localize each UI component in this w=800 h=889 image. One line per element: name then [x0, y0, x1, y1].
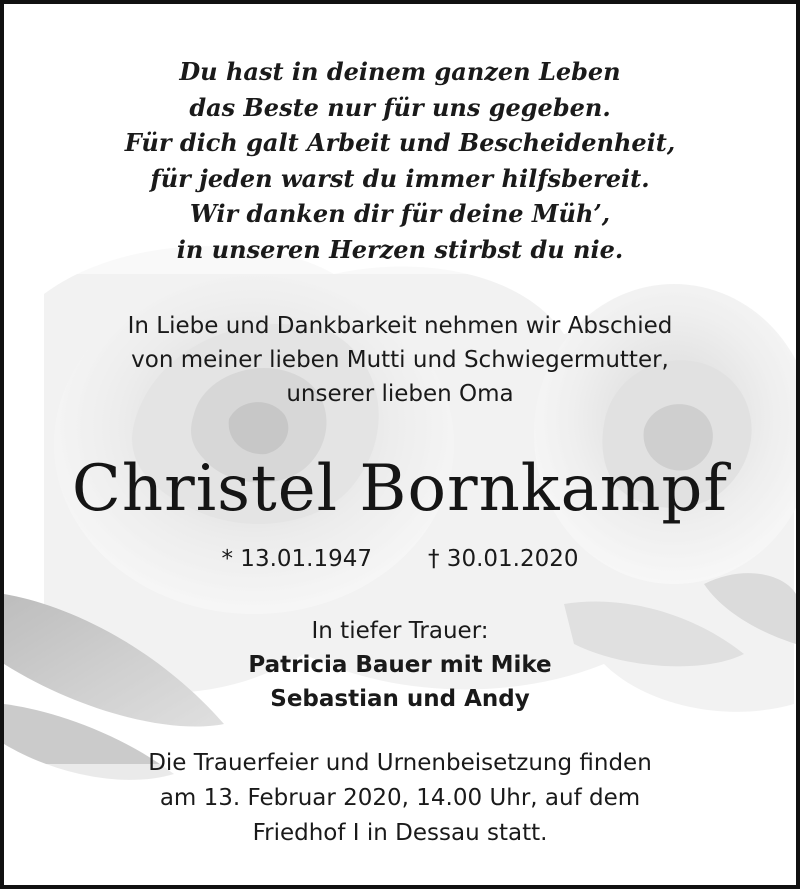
mourning-heading: In tiefer Trauer:	[311, 618, 489, 644]
birth-date: * 13.01.1947	[221, 546, 372, 572]
death-date: † 30.01.2020	[428, 546, 579, 572]
intro-line: von meiner lieben Mutti und Schwiegermutter,	[131, 347, 669, 373]
poem	[4, 54, 796, 267]
poem-line: in unseren Herzen stirbst du nie.	[176, 234, 624, 264]
service-line: Friedhof I in Dessau statt.	[252, 820, 548, 846]
poem-line: Du hast in deinem ganzen Leben	[179, 57, 621, 86]
intro-line: unserer lieben Oma	[286, 381, 514, 407]
poem-line: Wir danken dir für deine Müh’,	[189, 199, 611, 228]
deceased-name: Christel Bornkampf	[71, 452, 729, 526]
mourner-name: Sebastian und Andy	[270, 686, 530, 712]
mourners	[4, 614, 796, 716]
poem-line: Für dich galt Arbeit und Bescheidenheit,	[124, 128, 676, 157]
poem-line: das Beste nur für uns gegeben.	[189, 92, 611, 122]
poem-line: für jeden warst du immer hilfsbereit.	[150, 163, 650, 193]
service-line: am 13. Februar 2020, 14.00 Uhr, auf dem	[159, 785, 641, 811]
mourner-name: Patricia Bauer mit Mike	[248, 652, 552, 678]
farewell-intro	[4, 309, 796, 411]
service-line: Die Trauerfeier und Urnenbeisetzung finden	[148, 750, 652, 776]
service-info	[4, 746, 796, 851]
life-dates	[4, 542, 796, 576]
intro-line: In Liebe und Dankbarkeit nehmen wir Abschied	[127, 313, 673, 339]
